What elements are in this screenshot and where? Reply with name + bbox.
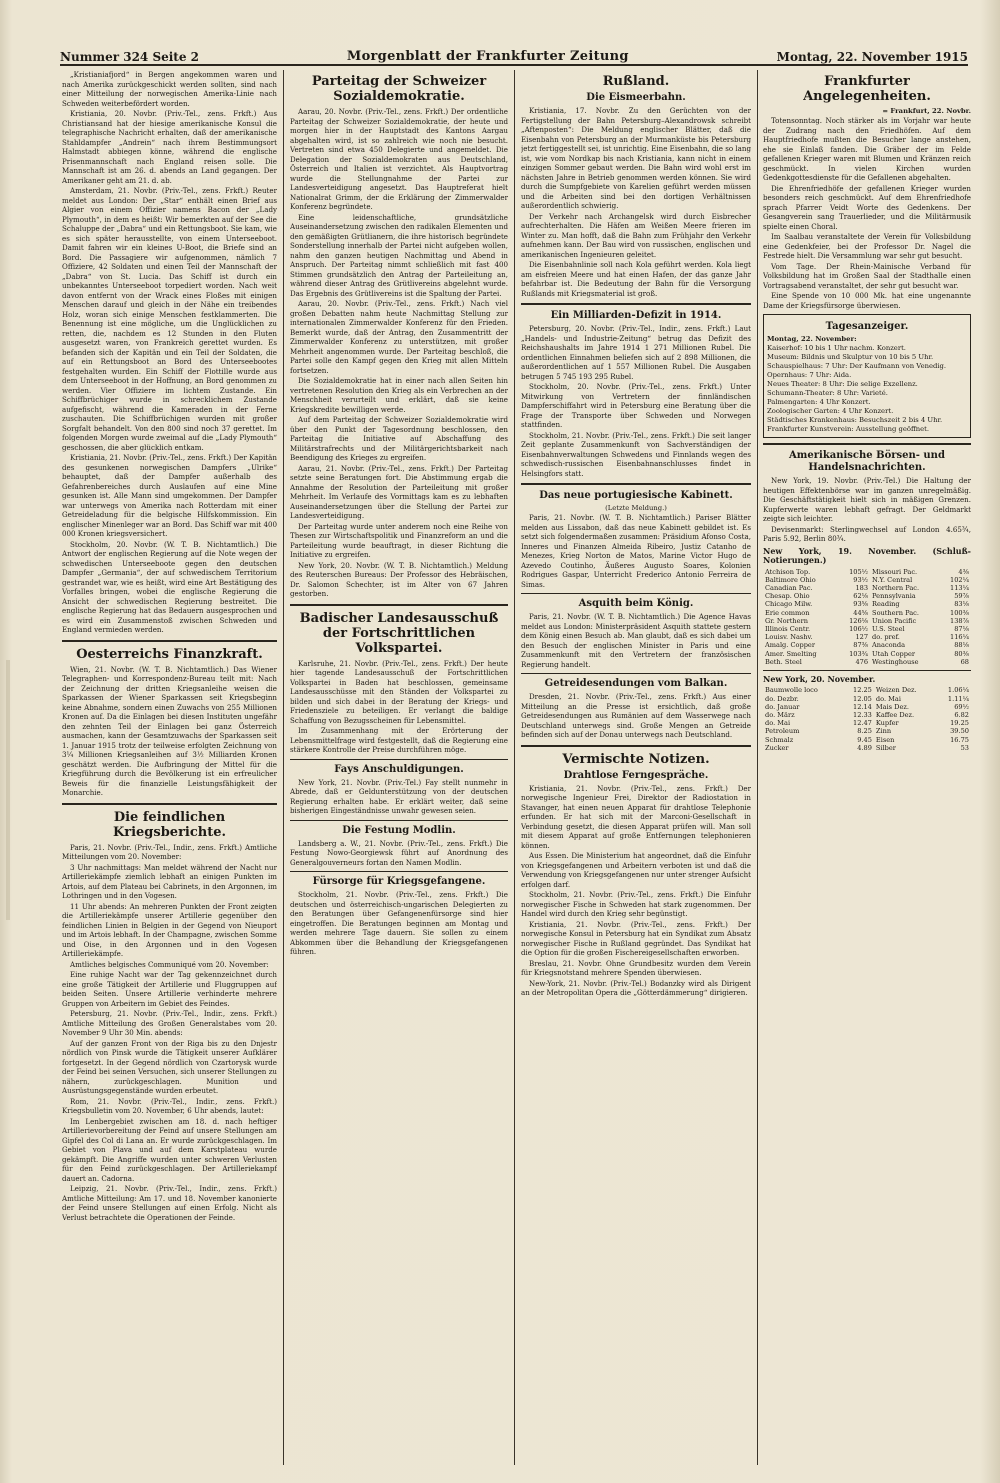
asquith-para: Paris, 21. Novbr. (W. T. B. Nichtamtlich.) Die Agence Havas meldet aus London: Ministerpräsident Asquith stattete gestern dem König einen Besuch ab. Man glaubt, daß es sich dabei um den Besuch der englischen Minister in Paris und eine Zusammenkunft mit den Vertretern der französischen Regierung handelt. [521, 612, 751, 669]
article-paragraph: Aarau, 20. Novbr. (Priv.-Tel., zens. Frkft.) Nach viel großen Debatten nahm heute Nachmittag Stellung zur internationalen Zimmerwalder Konferenz für den Frieden. Bemerkt wurde, daß der Antrag, den Zusammentritt der Zimmerwalder Konferenz zu unterstützen, mit großer Mehrheit angenommen wurde. Der Parteitag beschloß, die Partei solle den Kampf gegen den Krieg mit allen Mitteln fortsetzen. [290, 299, 508, 375]
finanz-paras [62, 665, 277, 798]
table-row [763, 703, 971, 711]
table-cell: 100⅜ [950, 608, 969, 617]
article-paragraph: Petersburg, 20. Novbr. (Priv.-Tel., Indir., zens. Frkft.) Laut „Handels- und Industrie-Zeitung“ betrug das Defizit des Reichshaushalts im Jahre 1914 1 271 Millionen Rubel. Die ordentlichen Einnahmen beliefen sich auf 2 898 Millionen, die außerordentlichen auf 1 557 Millionen Rubel. Die Ausgaben betrugen 5 745 193 295 Rubel. [521, 324, 751, 381]
article-paragraph: Im Saalbau veranstaltete der Verein für Volksbildung eine Gedenkfeier, bei der Professor Dr. Nagel die Festrede hielt. Die Versammlung war sehr gut besucht. [763, 232, 971, 260]
table-cell: Schmalz [765, 735, 794, 744]
table-row [763, 609, 971, 617]
portugal-para: Paris, 21. Novbr. (W. T. B. Nichtamtlich.) Pariser Blätter melden aus Lissabon, daß das neue Kabinett gebildet ist. Es setzt sich folgendermaßen zusammen: Präsidium Afonso Costa, Inneres und Finanzen Almeida Ribeiro, Justiz Catanho de Menezes, Krieg Norton de Matos, Marine Victor Hugo de Azevedo Coutinho, Äußeres Augusto Soares, Kolonien Rodrigues Gaspar, Unterricht Frederico Antonio Ferreira de Simas. [521, 513, 751, 589]
article-paragraph: Breslau, 21. Novbr. Ohne Grundbesitz wurden dem Verein für Kriegsnotstand mehrere Spenden überwiesen. [521, 958, 751, 977]
headline-drahtlos: Drahtlose Ferngespräche. [563, 769, 709, 781]
table-cell: N.Y. Central [872, 575, 913, 584]
modlin-para: Landsberg a. W., 21. Novbr. (Priv.-Tel., zens. Frkft.) Die Festung Nowo-Georgiewsk führt auf Anordnung des Generalgouverneurs fortan den Namen Modlin. [290, 838, 508, 867]
article-paragraph: Stockholm, 20. Novbr. (Priv.-Tel., zens. Frkft.) Unter Mitwirkung von Vertretern der finnländischen Dampferschiffahrt wird in Petersburg eine Beratung über die Frage der Transporte über Schweden und Norwegen stattfinden. [521, 382, 751, 429]
table-cell: Zinn [875, 727, 892, 736]
table-cell: do. Mai [765, 719, 791, 728]
table-cell: Pennsylvania [872, 592, 916, 601]
article-paragraph: Auf der ganzen Front von der Riga bis zu den Dnjestr nördlich von Pinsk wurde die Tätigkeit unserer Aufklärer fortgesetzt. In der Gegend nördlich von Czartorysk wurde der Feind bei seinen Versuchen, sich unserer Stellungen zu nähern, zurückgeschlagen. Munition und Ausrüstungsgegenstände wurden erbeutet. [62, 1038, 277, 1095]
table-cell: 12.47 [853, 719, 872, 728]
article-paragraph: Der Verkehr nach Archangelsk wird durch Eisbrecher aufrechterhalten. Die Häfen am Weißen Meere frieren im Winter zu. Man hofft, daß die Bahn zum Frühjahr den Verkehr aufnehmen kann. Der Bau wird von russischen, englischen und amerikanischen Ingenieuren geleitet. [521, 211, 751, 259]
article-paragraph: Totensonntag. Noch stärker als im Vorjahr war heute der Zudrang nach den Friedhöfen. Auf dem Hauptfriedhofe mußten die Besucher lange anstehen, ehe sie Einlaß fanden. Die Gräber der im Felde gefallenen Krieger waren mit Blumen und Kränzen reich geschmückt. In vielen Kirchen wurden Gedenkgottesdienste für die Gefallenen abgehalten. [763, 116, 971, 182]
table-cell: Baltimore Ohio [765, 575, 816, 584]
article-paragraph: Die Eisenbahnlinie soll nach Kola geführt werden. Kola liegt am eisfreien Meere und hat einen Hafen, der das ganze Jahr befahrbar ist. Die Bedeutung der Bahn für die Versorgung Rußlands mit Kriegsmaterial ist groß. [521, 260, 751, 298]
market2-table [763, 686, 971, 752]
headline-frankfurt: Frankfurter Angelegenheiten. [803, 74, 931, 104]
table-cell: 103¾ [849, 649, 869, 658]
column-divider [283, 70, 284, 1465]
article-paragraph: Aus Essen. Die Ministerium hat angeordnet, daß die Einfuhr von Kriegsgefangenen und Arbeitern verboten ist und daß die Verwendung von Kriegsgefangenen nur unter strenger Aufsicht erfolgen darf. [521, 851, 751, 889]
column-4 [763, 70, 971, 1465]
market1-table [763, 568, 971, 666]
table-row [763, 658, 971, 666]
tagesanzeiger-list [767, 344, 967, 434]
table-cell: 12.25 [853, 686, 872, 695]
table-cell: Chicago Milw. [765, 600, 813, 609]
table-cell: Beth. Steel [765, 657, 802, 666]
page-edge-smudge [6, 660, 10, 920]
article-paragraph: Rom, 21. Novbr. (Priv.-Tel., Indir., zens. Frkft.) Kriegsbulletin vom 20. November, 6 Uhr abends, lautet: [62, 1096, 277, 1115]
table-cell: Utah Copper [872, 649, 916, 658]
parteitag-paras [290, 107, 508, 560]
table-cell: 116¼ [950, 633, 969, 642]
listing-item: Frankfurter Kunstverein: Ausstellung geöffnet. [767, 425, 930, 433]
table-cell: 19.25 [950, 719, 969, 728]
article-paragraph: Amsterdam, 21. Novbr. (Priv.-Tel., zens. Frkft.) Reuter meldet aus London: Der „Star“ enthält einen Brief aus Algier von einem Offizier namens Bacon der „Lady Plymouth“, in dem es heißt: Wir bemerkten auf der See die Schaluppe der „Dabra“ und ein Rettungsboot. Sie kam, wie es sich später herausstellte, von einem Unterseeboot. Damit fahren wir ein kleines U-Boot, die Briefe sind an Bord. Die Passagiere wir aufgenommen, nämlich 7 Offiziere, 42 Soldaten und einen Teil der Mannschaft der „Dabra“ von St. Lucia. Das Schiff ist durch ein unbekanntes Unterseeboot torpediert worden. Nach weit davon entfernt von der Wrack eines Floßes mit einigen Menschen darauf und gleich in der Nähe ein treibendes Holz, woran sich einige Menschen festklammerten. Die Benennung ist eine mögliche, um die Unglücklichen zu retten, die, nachdem es 12 Stunden in den Fluten ausgesetzt waren, von Frankreich gerettet wurden. Es befanden sich der Kapitän und ein Teil der Soldaten, die auf ein Rettungsboot an Bord des Unterseebootes festgehalten wurden. Ein Schiff der Flottille wurde aus dem Unterseeboot in der Hoffnung, an Bord genommen zu werden. Vier Offiziere im lichtem Zustande. Ein Schiffbrüchiger wurde in schrecklichem Zustande aufgefischt, während die Kameraden in der Ferne zuschauten. Die Schiffbrüchigen wurden mit großer Sorgfalt behandelt. Von den 800 sind noch 37 gerettet. Im folgenden Morgen wurde zweimal auf die „Lady Plymouth“ geschossen, die aber glücklich entkam. [62, 186, 277, 452]
table-cell: 6.82 [954, 711, 969, 720]
table-cell: 4⅜ [958, 567, 969, 576]
rule [763, 443, 971, 445]
table-cell: Zucker [765, 743, 789, 752]
article-paragraph: Vom Tage. Der Rhein-Mainische Verband für Volksbildung hat im Großen Saal der Stadthalle einen Vortragsabend veranstaltet, der sehr gut besucht war. [763, 261, 971, 290]
table-row [763, 600, 971, 608]
article-paragraph: Petersburg, 21. Novbr. (Priv.-Tel., Indir., zens. Frkft.) Amtliche Mitteilung des Großen Generalstabes vom 20. November 9 Uhr 30 Min. abends: [62, 1009, 277, 1037]
article-paragraph: Aarau, 20. Novbr. (Priv.-Tel., zens. Frkft.) Der ordentliche Parteitag der Schweizer Sozialdemokratie, der heute und morgen hier in der Hauptstadt des Kantons Aargau abgehalten wird, ist so zahlreich wie noch nie besucht. Vertreten sind etwa 450 Delegierte und angemeldet. Die Delegation der Sozialdemokraten aus Deutschland, Österreich und Italien ist verzichtet. Als Hauptvortrag wurde die Stellungnahme der Partei zur Landesverteidigung angesetzt. Das Hauptreferat hielt Nationalrat Grimm, der die Erklärung der Zimmerwalder Konferenz begründete. [290, 107, 508, 211]
article-paragraph: New York, 19. Novbr. (Priv.-Tel.) Die Haltung der heutigen Effektenbörse war im ganzen unregelmäßig. Die Geschäftstätigkeit hielt sich in mäßigen Grenzen. Kupferwerte waren lebhaft gefragt. Der Geldmarkt zeigte sich leichter. [763, 476, 971, 523]
table-row [763, 695, 971, 703]
listing-item: Städtisches Krankenhaus: Besuchszeit 2 bis 4 Uhr. [767, 416, 943, 424]
headline-defizit: Ein Milliarden-Defizit in 1914. [550, 310, 722, 321]
headline-badisch: Badischer Landesausschuß der Fortschrittlichen Volkspartei. [299, 610, 499, 656]
listing-item: Kaiserhof: 10 bis 1 Uhr nachm. Konzert. [767, 344, 906, 352]
table-cell: Kupfer [875, 719, 899, 728]
portugal-sub: (Letzte Meldung.) [605, 504, 667, 512]
table-cell: 93⅝ [853, 600, 869, 609]
table-cell: 105½ [849, 567, 869, 576]
table-cell: 69½ [954, 702, 969, 711]
table-row [763, 568, 971, 576]
table-cell: Mais Dez. [875, 702, 909, 711]
article-paragraph: Stockholm, 21. Novbr. (Priv.-Tel., zens. Frkft.) Die seit langer Zeit geplante Zusammenkunft von Sachverständigen der Eisenbahnverwaltungen Schwedens und Finnlands wegen des schwedisch-russischen Eisenbahnanschlusses findet in Helsingfors statt. [521, 430, 751, 478]
table-cell: do. Januar [765, 702, 800, 711]
table-cell: 68 [960, 657, 969, 666]
table-cell: 93½ [853, 575, 869, 584]
rule [521, 303, 751, 305]
table-cell: 83⅛ [954, 600, 969, 609]
table-cell: Anaconda [872, 641, 906, 650]
rule [62, 803, 277, 805]
market2-title: New York, 20. November. [763, 673, 876, 684]
table-row [763, 719, 971, 727]
article-paragraph: Die Ehrenfriedhöfe der gefallenen Krieger wurden besonders reich geschmückt. Auf dem Ehrenfriedhofe sprach Pfarrer Veidt Worte des Gedenkens. Der Gesangverein sang Trauerlieder, und die Militärmusik spielte einen Choral. [763, 183, 971, 231]
table-cell: 87⅛ [954, 624, 969, 633]
article-paragraph: 11 Uhr abends: An mehreren Punkten der Front zeigten die Artilleriekämpfe unserer Artillerie gegenüber den feindlichen Linien in Belgien in der Gegend von Nieuport und im Artois lebhaft. In der Champagne, zwischen Somme und Oise, in den Argonnen und in den Vogesen Artilleriekämpfe. [62, 901, 277, 958]
table-cell: 476 [855, 657, 869, 666]
rule [62, 640, 277, 642]
fay-para: New York, 21. Novbr. (Priv.-Tel.) Fay stellt nunmehr in Abrede, daß er Geldunterstützung von der deutschen Regierung erhalten habe. Er erklärt weiter, daß seine bisherigen Eingeständnisse unwahr gewesen seien. [290, 777, 508, 815]
table-row [763, 625, 971, 633]
listing-item: Schauspielhaus: 7 Uhr: Der Kaufmann von Venedig. [767, 362, 947, 370]
article-paragraph: Die Sozialdemokratie hat in einer nach allen Seiten hin vertretenen Resolution den Krieg als ein Verbrechen an der Menschheit verurteilt und erklärt, daß sie keine Kriegskredite bewilligen werde. [290, 376, 508, 414]
drahtlos-paras [521, 784, 751, 998]
table-row [763, 617, 971, 625]
col1-top-paras [62, 70, 277, 635]
table-cell: Westinghouse [872, 657, 919, 666]
headline-parteitag: Parteitag der Schweizer Sozialdemokratie. [311, 74, 487, 104]
table-row [763, 744, 971, 752]
headline-tagesanzeiger: Tagesanzeiger. [825, 321, 909, 332]
badisch-paras [290, 659, 508, 755]
article-paragraph: Leipzig, 21. Novbr. (Priv.-Tel., Indir., zens. Frkft.) Amtliche Mitteilung: Am 17. und 18. November kanonierte der Feind unsere Stellungen auf einen Erfolg. Nicht als Verlust betrachtete die Operationen der Feinde. [62, 1184, 277, 1222]
tagesanzeiger-date: Montag, 22. November: [767, 335, 857, 343]
masthead-date: Montag, 22. November 1915 [776, 50, 968, 64]
table-cell: Petroleum [765, 727, 800, 736]
table-cell: Louisv. Nashv. [765, 633, 813, 642]
table-row [763, 727, 971, 735]
listing-item: Opernhaus: 7 Uhr: Aida. [767, 371, 852, 379]
headline-russland: Rußland. [602, 74, 670, 89]
article-paragraph: Kristiania, 20. Novbr. (Priv.-Tel., zens. Frkft.) Aus Christiansand hat der hiesige amerikanische Konsul die telegraphische Nachricht erhalten, daß der amerikanische Stahldampfer „Andrein“ nach ihrem Bestimmungsort Halmstadt abbiegen könne, während die englische Prisenmannschaft nach England reisen solle. Die Mannschaft ist am 26. d. abends an Land gegangen. Der Amerikaner geht am 21. d. ab. [62, 109, 277, 185]
table-cell: 138⅞ [950, 616, 969, 625]
headline-notizen: Vermischte Notizen. [562, 751, 710, 767]
table-cell: 4.89 [857, 743, 872, 752]
table-row [763, 711, 971, 719]
table-row [763, 650, 971, 658]
table-cell: do. März [765, 711, 795, 720]
table-cell: do. Dezbr. [765, 694, 799, 703]
table-cell: 126⅛ [849, 616, 869, 625]
headline-kriegsberichte: Die feindlichen Kriegsberichte. [112, 809, 227, 840]
rule [521, 745, 751, 747]
article-paragraph: Devisenmarkt: Sterlingwechsel auf London 4.65¾, Paris 5.92, Berlin 80¾. [763, 524, 971, 543]
kriegsber-paras [62, 843, 277, 1223]
table-cell: 39.50 [950, 727, 969, 736]
rule [521, 593, 751, 594]
table-row [763, 633, 971, 641]
headline-fay: Fays Anschuldigungen. [334, 763, 464, 775]
listing-item: Schumann-Theater: 8 Uhr: Varieté. [767, 389, 888, 397]
column-3 [521, 70, 751, 1465]
listing-item: Zoologischer Garten: 4 Uhr Konzert. [767, 407, 894, 415]
table-cell: 102¼ [950, 575, 969, 584]
listing-item: Palmengarten: 4 Uhr Konzert. [767, 398, 871, 406]
table-cell: Baumwolle loco [765, 686, 818, 695]
frankfurt-date: = Frankfurt, 22. Novbr. [882, 107, 971, 115]
headline-eismeerbahn: Die Eismeerbahn. [586, 92, 686, 103]
rule [290, 759, 508, 760]
headline-asquith: Asquith beim König. [578, 598, 694, 609]
table-row [763, 641, 971, 649]
defizit-paras [521, 324, 751, 478]
column-divider [757, 70, 758, 1465]
table-cell: 12.14 [853, 702, 872, 711]
table-cell: 8.25 [857, 727, 872, 736]
listing-item: Museum: Bildnis und Skulptur von 10 bis 5 Uhr. [767, 353, 934, 361]
masthead-left: Nummer 324 Seite 2 [60, 50, 200, 64]
headline-fuersorge: Fürsorge für Kriegsgefangene. [312, 876, 486, 887]
headline-portugal: Das neue portugiesische Kabinett. [539, 490, 733, 501]
article-paragraph: Der Parteitag wurde unter anderem noch eine Reihe von Thesen zur Wirtschaftspolitik und Finanzreform an und die Parteileitung wurde beauftragt, in dieser Richtung die Initiative zu ergreifen. [290, 521, 508, 559]
rule [290, 604, 508, 606]
table-cell: Canadian Pac. [765, 583, 813, 592]
article-paragraph: Kristiania, 21. Novbr. (Priv.-Tel., zens. Frkft.) Der norwegische Ingenieur Frei, Direktor der Radiostation in Stavanger, hat einen neuen Apparat für drahtlose Telephonie erfunden. Er hat sich mit der Marconi-Gesellschaft in Verbindung gesetzt, die diesen Apparat prüfen will. Man soll mit diesem Apparat auf große Entfernungen telephonieren können. [521, 783, 751, 850]
market1-title: New York, 19. November. (Schluß-Notierungen.) [763, 545, 971, 565]
table-cell: 9.45 [857, 735, 872, 744]
table-cell: Silber [875, 743, 896, 752]
table-cell: 1.11¼ [947, 694, 969, 703]
masthead [60, 44, 968, 66]
rule [290, 820, 508, 821]
table-cell: 59⅞ [954, 592, 969, 601]
table-cell: 53 [960, 743, 969, 752]
rule [521, 483, 751, 485]
article-paragraph: Paris, 21. Novbr. (Priv.-Tel., Indir., zens. Frkft.) Amtliche Mitteilungen vom 20. November: [62, 842, 277, 861]
table-cell: Union Pacific [872, 616, 917, 625]
table-cell: Missouri Pac. [872, 567, 918, 576]
table-cell: Gr. Northern [765, 616, 808, 625]
article-paragraph: 3 Uhr nachmittags: Man meldet während der Nacht nur Artilleriekämpfe ziemlich lebhaft an einigen Punkten im Artois, auf dem Plateau bei Cabrinets, in den Argonnen, im Lothringen und in den Vogesen. [62, 862, 277, 900]
table-row [763, 584, 971, 592]
frankfurt-paras [763, 116, 971, 310]
table-cell: Chesap. Ohio [765, 592, 810, 601]
article-paragraph: Im Zusammenhang mit der Erörterung der Lebensmittelfrage wird festgestellt, daß die Regierung eine stärkere Kontrolle der Preise durchführen möge. [290, 726, 508, 754]
headline-balkan: Getreidesendungen vom Balkan. [544, 678, 728, 689]
table-cell: Reading [872, 600, 900, 609]
table-cell: Illinois Centr. [765, 624, 811, 633]
article-paragraph: Eine ruhige Nacht war der Tag gekennzeichnet durch eine große Tätigkeit der Artillerie und Fluggruppen auf beiden Seiten. Unsere Artillerie verhinderte mehrere Gruppen von Arbeitern im Gebiet des Feindes. [62, 970, 277, 1008]
table-cell: 106½ [849, 624, 869, 633]
table-cell: 1.06¼ [947, 686, 969, 695]
boerse-paras [763, 476, 971, 544]
article-paragraph: „Kristianiafjord“ in Bergen angekommen waren und nach Amerika zurückgeschickt werden sollten, sind nach einer Mitteilung der norwegischen Amerika-Linie nach Schweden weiterbefördert worden. [62, 70, 277, 108]
balkan-para: Dresden, 21. Novbr. (Priv.-Tel., zens. Frkft.) Aus einer Mitteilung an die Presse ist ersichtlich, daß große Getreidesendungen aus Rumänien auf dem Wasserwege nach Deutschland unterwegs sind. Große Mengen an Getreide befinden sich auf der Donau unterwegs nach Deutschland. [521, 692, 751, 739]
article-paragraph: Eine leidenschaftliche, grundsätzliche Auseinandersetzung zwischen den radikalen Elementen und den gemäßigten Grütlianern, die ihre historisch begründete Sonderstellung innerhalb der Partei nicht aufgeben wollen, nahm den ganzen heutigen Nachmittag und Abend in Anspruch. Der Parteitag nimmt schließlich mit fast 400 Stimmen grundsätzlich den Antrag der Parteileitung an, während dieser Antrag des Grütlivereins abgelehnt wurde. Das Ergebnis des Grütlivereins ist die Spaltung der Partei. [290, 212, 508, 298]
article-paragraph: Wien, 21. Novbr. (W. T. B. Nichtamtlich.) Das Wiener Telegraphen- und Korrespondenz-Bureau teilt mit: Nach der Zeichnung der dritten Kriegsanleihe weisen die Sparkassen der Wiener Sparkassen seit Kriegsbeginn keine Abnahme, sondern einen Zuwachs von 255 Millionen Kronen auf. Da die Einlagen bei diesen Instituten ungefähr den zehnten Teil der Einlagen bei ganz Österreich ausmachen, kann der Gesamtzuwachs der Sparkassen seit 1. Januar 1915 trotz der teilweise erfolgten Zeichnung von 3¼ Millionen Kriegsanleihen auf 3½ Milliarden Kronen geschätzt werden. Die Aufbringung der Mittel für die Kriegführung durch die Bevölkerung ist ein erfreulicher Beweis für die finanzielle Leistungsfähigkeit der Monarchie. [62, 664, 277, 797]
column-2 [290, 70, 508, 1465]
article-paragraph: Kristiania, 21. Novbr. (Priv.-Tel., zens. Frkft.) Der norwegische Konsul in Petersburg hat ein Syndikat zum Absatz norwegischer Fische in Rußland gegründet. Das Syndikat hat die Option für die großen Fischereigesellschaften erworben. [521, 919, 751, 957]
fuersorge-para: Stockholm, 21. Novbr. (Priv.-Tel., zens. Frkft.) Die deutschen und österreichisch-ungarischen Delegierten zu den Beratungen über Gefangenenfürsorge sind hier eingetroffen. Die Beratungen beginnen am Montag und werden mehrere Tage dauern. Sie sollen zu einem Abkommen über die Behandlung der Kriegsgefangenen führen. [290, 890, 508, 956]
table-cell: Amalg. Copper [765, 641, 815, 650]
table-cell: 12.05 [853, 694, 872, 703]
table-cell: Northern Pac. [872, 583, 920, 592]
table-cell: 183 [855, 583, 869, 592]
article-paragraph: Auf dem Parteitag der Schweizer Sozialdemokratie wird über den Punkt der Tagesordnung beschlossen, den Parteitag die Initiative auf Abschaffung des Militärstrafrechts und der Militärgerichtsbarkeit nach Beendigung des Krieges zu ergreifen. [290, 415, 508, 462]
article-paragraph: Aarau, 21. Novbr. (Priv.-Tel., zens. Frkft.) Der Parteitag setzte seine Beratungen fort. Die Abstimmung ergab die Annahme der Resolution der Parteileitung mit großer Mehrheit. Im Verlaufe des Vormittags kam es zu lebhaften Auseinandersetzungen über die Stellung der Partei zur Landesverteidigung. [290, 463, 508, 520]
table-cell: Amer. Smelting [765, 649, 817, 658]
column-1 [62, 70, 277, 1465]
table-cell: Weizen Dez. [875, 686, 917, 695]
table-cell: 12.33 [853, 711, 872, 720]
table-cell: Eisen [875, 735, 895, 744]
table-cell: do. Mai [875, 694, 901, 703]
masthead-title: Morgenblatt der Frankfurter Zeitung [346, 49, 629, 64]
table-cell: 87⅜ [853, 641, 869, 650]
article-paragraph: Kristiania, 17. Novbr. Zu den Gerüchten von der Fertigstellung der Bahn Petersburg–Alexandrowsk schreibt „Aftenposten“: Die Meldung englischer Blätter, daß die Eisenbahn von Petersburg an der Murmanküste bis Petersburg jetzt fertiggestellt sei, ist unrichtig. Eine Eisenbahn, die so lang ist, wie vom Nordkap bis nach Kristiania, kann nicht in einem einzigen Sommer gebaut werden. Die Bahn wird wohl erst im nächsten Jahre in Betrieb genommen werden können. Sie wird durch die Sumpfgebiete von Karelien geführt werden müssen und die Arbeiten sind bei den dortigen Verhältnissen außerordentlich schwierig. [521, 106, 751, 210]
article-paragraph: Eine Spende von 10 000 Mk. hat eine ungenannte Dame der Kriegsfürsorge überwiesen. [763, 291, 971, 310]
column-divider [514, 70, 515, 1465]
article-paragraph: Im Lenbergebiet zwischen am 18. d. nach heftiger Artillerievorbereitung der Feind auf unsere Stellungen am Gipfel des Col di Lana an. Er wurde zurückgeschlagen. Im Gebiet von Plava und auf dem Karstplateau wurde gekämpft. Die Angriffe wurden unter schweren Verlusten für den Feind zurückgeschlagen. Der Artilleriekampf dauert an. Cadorna. [62, 1116, 277, 1183]
table-cell: 16.75 [950, 735, 969, 744]
table-row [763, 736, 971, 744]
headline-modlin: Die Festung Modlin. [342, 824, 456, 836]
rule [521, 673, 751, 674]
table-row [763, 686, 971, 694]
article-paragraph: Stockholm, 21. Novbr. (Priv.-Tel., zens. Frkft.) Die Einfuhr norwegischer Fische in Schweden hat stark zugenommen. Der Handel wird durch den Krieg sehr begünstigt. [521, 890, 751, 918]
table-cell: 44⅝ [853, 608, 869, 617]
newyork-para: New York, 20. Novbr. (W. T. B. Nichtamtlich.) Meldung des Reuterschen Bureaus: Der Professor des Hebräischen, Dr. Salomon Schechter, ist im Alter von 67 Jahren gestorben. [290, 560, 508, 598]
article-paragraph: Stockholm, 20. Novbr. (W. T. B. Nichtamtlich.) Die Antwort der englischen Regierung auf die Note wegen der schwedischen Unterseeboote gegen den deutschen Dampfer „Germania“, der auf schwedischem Territorium gestrandet war, wie es heißt, wird eine Art Bestätigung des Vorfalles bringen, wobei die englische Regierung die Ansicht der schwedischen Regierung bestreitet. Die englische Regierung hat das Bedauern ausgesprochen und es wird ein Zusammenstoß zwischen Schweden und England vermieden werden. [62, 539, 277, 634]
table-cell: 113¼ [950, 583, 969, 592]
eismeer-paras [521, 106, 751, 298]
table-cell: Atchison Top. [765, 567, 811, 576]
article-paragraph: Karlsruhe, 21. Novbr. (Priv.-Tel., zens. Frkft.) Der heute hier tagende Landesausschuß der Fortschrittlichen Volkspartei in Baden hat beschlossen, gemeinsame Landesausschüsse mit den Ständen der Volkspartei zu bilden und sich dabei in der Beratung der Kriegs- und Friedensziele zu beteiligen. Er verlangt die baldige Schaffung von Bezugsscheinen für Lebensmittel. [290, 658, 508, 725]
table-cell: 62⅛ [853, 592, 869, 601]
rule [290, 871, 508, 872]
table-cell: do. pref. [872, 633, 900, 642]
table-row [763, 576, 971, 584]
rule [763, 670, 971, 671]
article-paragraph: Kristiania, 21. Novbr. (Priv.-Tel., zens. Frkft.) Der Kapitän des gesunkenen norwegischen Dampfers „Ulrike“ behauptet, daß der Dampfer außerhalb des Gefahrenbereiches durch Auslaufen auf eine Mine gesunken ist. Alle Mann sind umgekommen. Der Dampfer war unterwegs von Amerika nach Rotterdam mit einer Getreideladung für die belgische Hilfskommission. Ein englischer Minenleger war an Bord. Das Schiff war mit 400 000 Kronen kriegsversichert. [62, 453, 277, 538]
table-cell: 88⅛ [954, 641, 969, 650]
article-paragraph: New-York, 21. Novbr. (Priv.-Tel.) Bodanzky wird als Dirigent an der Metropolitan Opera die „Götterdämmerung“ dirigieren. [521, 978, 751, 997]
table-cell: U.S. Steel [872, 624, 905, 633]
tagesanzeiger-box [763, 314, 971, 438]
listing-item: Neues Theater: 8 Uhr: Die selige Exzellenz. [767, 380, 918, 388]
headline-finanzkraft: Oesterreichs Finanzkraft. [76, 646, 263, 662]
table-cell: Kaffee Dez. [875, 711, 915, 720]
table-cell: Erie common [765, 608, 810, 617]
table-cell: 127 [855, 633, 869, 642]
table-row [763, 592, 971, 600]
headline-boerse: Amerikanische Börsen- und Handelsnachrichten. [789, 450, 945, 473]
table-cell: 80⅜ [954, 649, 969, 658]
article-paragraph: Amtliches belgisches Communiqué vom 20. November: [70, 959, 269, 969]
table-cell: Southern Pac. [872, 608, 919, 617]
